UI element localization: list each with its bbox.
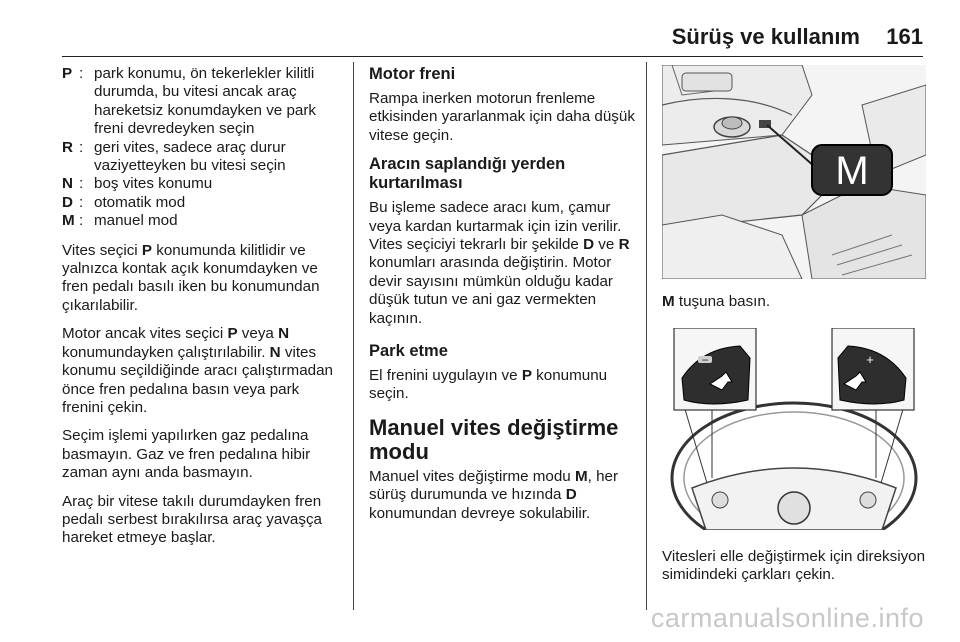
m-button-badge: M — [835, 149, 869, 193]
caption-paddles: Vitesleri elle değiştirmek için direksiyon simidindeki çarkları çekin. — [662, 548, 926, 584]
heading-engine-brake: Motor freni — [369, 65, 456, 83]
paragraph-creep: Araç bir vitese takılı durumdayken fren pedalı serbest bırakılırsa araç yavaşça hareket etmeye başlar. — [62, 492, 322, 547]
paragraph-selector-lock: Vites seçici P konumunda kilitlidir ve yalnızca kontak açık konumdayken ve fren pedalı basılı iken bu konumundan çıkarılabilir. — [62, 241, 320, 314]
definition-text: geri vites, sadece araç durur vaziyetteyken bu vitesi seçin — [94, 138, 286, 175]
definition-separator: : — [79, 175, 84, 193]
header-rule — [62, 56, 923, 57]
caption-m-button: M tuşuna basın. — [662, 293, 771, 310]
definition-text: otomatik mod — [94, 193, 186, 211]
definition-text: boş vites konumu — [94, 175, 213, 193]
left-column — [62, 65, 342, 558]
page-number: 161 — [886, 24, 923, 49]
m-button-illustration — [662, 65, 926, 279]
paragraph-manual-mode: Manuel vites değiştirme modu M, her sürüş durumunda ve hızında D konumundan devreye sokulabilir. — [369, 467, 619, 522]
column-divider-2 — [646, 62, 647, 610]
definition-text: park konumu, ön tekerlekler kilitli durumda, bu vitesi ancak araç hareketsiz konumdayken ve park freni devredeyken seçin — [94, 65, 317, 138]
paragraph-engine-brake: Rampa inerken motorun frenleme etkisinden yararlanmak için daha düşük vitese geçin. — [369, 90, 635, 144]
watermark: carmanualsonline.info — [650, 603, 924, 633]
definition-separator: : — [79, 212, 84, 230]
definition-row — [62, 212, 342, 230]
paragraph-parking: El frenini uygulayın ve P konumunu seçin. — [369, 367, 608, 403]
definition-key: D — [62, 193, 73, 211]
column-divider-1 — [353, 62, 354, 610]
section-title: Sürüş ve kullanım — [671, 24, 860, 49]
definition-key: M — [62, 212, 75, 230]
definition-key: R — [62, 138, 73, 156]
paragraph-stuck-vehicle: Bu işleme sadece aracı kum, çamur veya kardan kurtarmak için izin verilir. Vites seçiciyi tekrarlı bir şekilde D ve R konumları arasında değiştirin. Motor devir sayısını mümkün olduğu kadar düşük tutun ve ani gaz vermekten kaçının. — [369, 199, 630, 327]
definition-key: P — [62, 65, 73, 82]
figure-m-button — [662, 65, 926, 279]
definition-row — [62, 175, 342, 193]
heading-manual-mode: Manuel vites değiştirme modu — [369, 414, 619, 464]
definition-separator: : — [79, 138, 84, 156]
definition-separator: : — [79, 65, 84, 82]
definition-separator: : — [79, 193, 84, 211]
heading-parking: Park etme — [369, 342, 448, 361]
paragraph-engine-start: Motor ancak vites seçici P veya N konumundayken çalıştırılabilir. N vites konumu seçildiğinde aracı çalıştırmadan önce fren pedalına basın veya park frenini çekin. — [62, 325, 333, 416]
gear-definition-list — [62, 65, 342, 231]
figure-paddles — [662, 328, 926, 530]
page-header — [0, 0, 960, 56]
definition-row — [62, 65, 342, 139]
definition-row — [62, 139, 342, 176]
paragraph-pedal-warning: Seçim işlemi yapılırken gaz pedalına basmayın. Gaz ve fren pedalına hibir zaman aynı anda basmayın. — [62, 427, 311, 482]
minus-paddle-label: − — [701, 353, 709, 367]
steering-wheel-illustration — [662, 328, 926, 530]
plus-paddle-label: + — [866, 352, 874, 367]
definition-key: N — [62, 175, 73, 193]
definition-text: manuel mod — [94, 212, 178, 230]
definition-row — [62, 194, 342, 212]
heading-stuck-vehicle: Aracın saplandığı yerden kurtarılması — [369, 155, 566, 193]
middle-column — [369, 65, 637, 533]
